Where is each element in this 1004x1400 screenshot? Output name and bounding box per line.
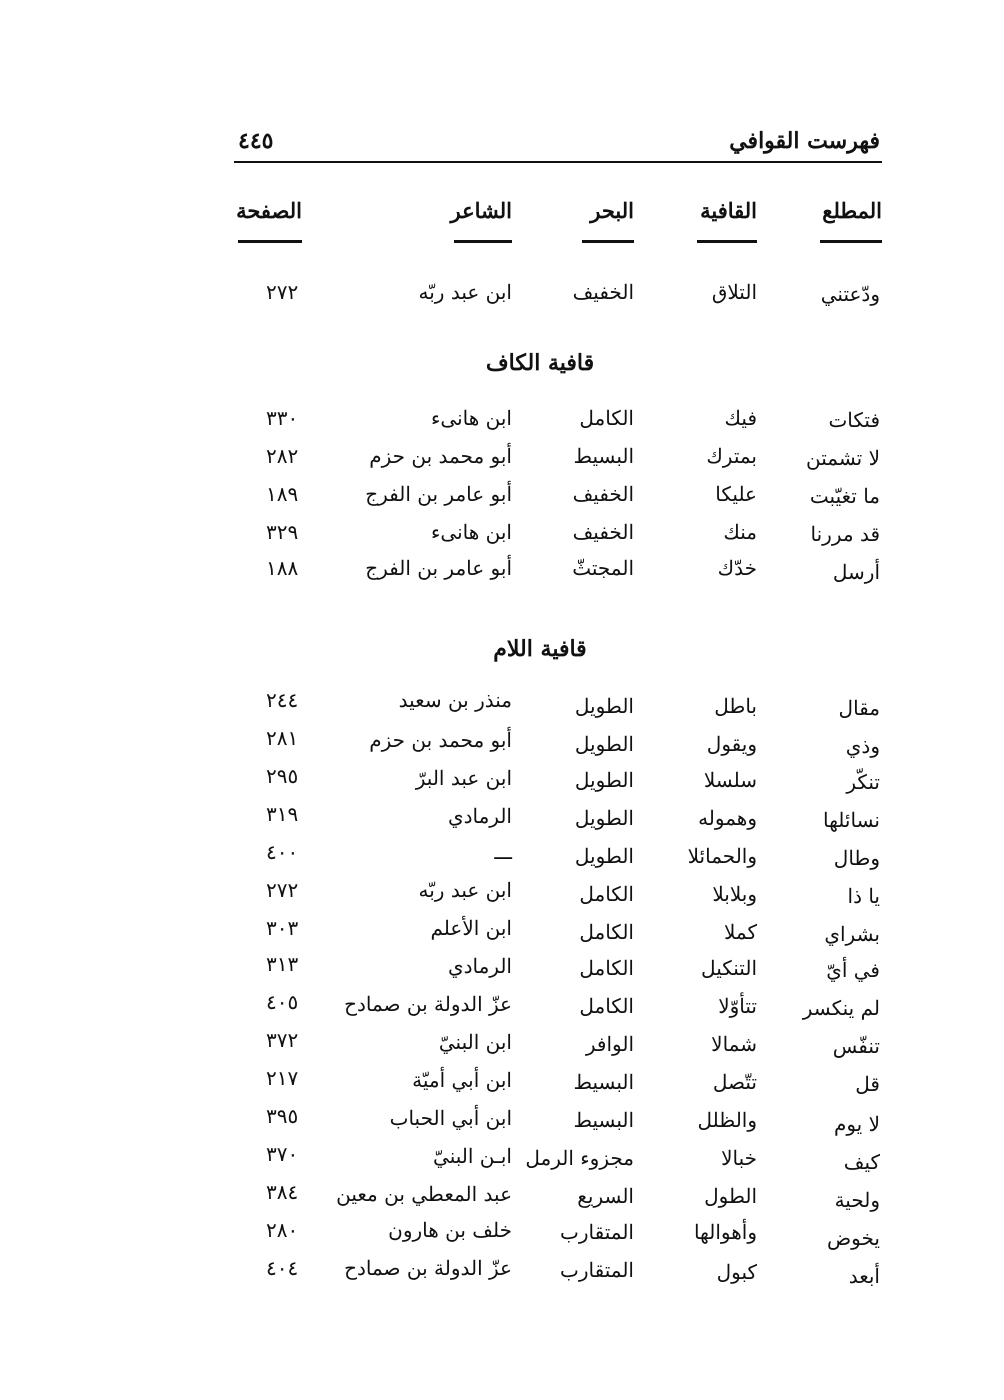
safha-cell: ٣١٣ — [266, 952, 299, 976]
bahr-cell: الكامل — [579, 882, 634, 906]
matla-cell: قد مررنا — [810, 522, 880, 546]
matla-cell: لا يوم — [833, 1112, 880, 1136]
bahr-cell: البسيط — [573, 1070, 634, 1094]
bahr-cell: المتقارب — [560, 1220, 634, 1244]
bahr-cell: المجتثّ — [572, 556, 634, 580]
shaer-cell: عزّ الدولة بن صمادح — [344, 992, 512, 1016]
shaer-cell: ابـن البنيّ — [433, 1144, 512, 1168]
matla-cell: فتكات — [828, 408, 880, 432]
matla-cell: أرسل — [832, 560, 880, 584]
shaer-cell: أبو محمد بن حزم — [369, 728, 512, 752]
qafiya-cell: عليكا — [715, 482, 757, 506]
shaer-cell: الرمادي — [447, 804, 512, 828]
qafiya-cell: تتأوّلا — [718, 994, 757, 1018]
column-header-safha — [236, 198, 302, 223]
matla-cell: وطال — [833, 846, 880, 870]
safha-cell: ٣٧٠ — [266, 1142, 299, 1166]
qafiya-cell: فيك — [724, 406, 757, 430]
safha-cell: ٤٠٤ — [266, 1256, 299, 1280]
shaer-cell: ابن هانىء — [431, 406, 512, 430]
column-header-label: الشاعر — [450, 198, 512, 223]
qafiya-cell: وهموله — [698, 806, 757, 830]
matla-cell: تنفّس — [832, 1034, 880, 1058]
bahr-cell: الكامل — [579, 920, 634, 944]
bahr-cell: السريع — [577, 1184, 634, 1208]
matla-cell: نسائلها — [822, 808, 880, 832]
matla-cell: لا تشمتن — [806, 446, 880, 470]
column-header-bahr — [590, 198, 634, 223]
matla-cell: كيف — [843, 1150, 880, 1174]
shaer-cell: ابن عبد ربّه — [418, 878, 512, 902]
bahr-cell: الخفيف — [572, 520, 634, 544]
column-header-label: البحر — [590, 198, 634, 223]
column-header-label: الصفحة — [236, 198, 302, 223]
safha-cell: ١٨٨ — [266, 556, 299, 580]
column-underline — [582, 240, 634, 243]
column-underline — [454, 240, 512, 243]
shaer-cell: خلف بن هارون — [388, 1218, 512, 1242]
column-header-qafiya — [700, 198, 757, 223]
qafiya-cell: والحمائلا — [687, 844, 757, 868]
safha-cell: ٣٨٤ — [266, 1180, 299, 1204]
bahr-cell: مجزوء الرمل — [525, 1146, 634, 1170]
column-header-label: القافية — [700, 198, 757, 223]
bahr-cell: البسيط — [573, 444, 634, 468]
shaer-cell: ـــ — [494, 840, 512, 864]
bahr-cell: الطويل — [574, 694, 634, 718]
qafiya-cell: سلسلا — [703, 768, 757, 792]
safha-cell: ٢٧٢ — [266, 280, 299, 304]
qafiya-cell: خبالا — [721, 1146, 757, 1170]
matla-cell: ما تغيّبت — [809, 484, 880, 508]
qafiya-cell: الطول — [704, 1184, 757, 1208]
section-title-lam: قافية اللام — [493, 636, 587, 662]
matla-cell: في أيّ — [826, 958, 880, 982]
safha-cell: ٢٨٢ — [266, 444, 299, 468]
safha-cell: ٢٨٠ — [266, 1218, 299, 1242]
shaer-cell: الرمادي — [447, 954, 512, 978]
shaer-cell: ابن الأعلم — [430, 916, 512, 940]
safha-cell: ٣٧٢ — [266, 1028, 299, 1052]
qafiya-cell: والظلل — [697, 1108, 757, 1132]
column-underline — [697, 240, 757, 243]
bahr-cell: الطويل — [574, 732, 634, 756]
matla-cell: ولحية — [834, 1188, 880, 1212]
shaer-cell: ابن هانىء — [431, 520, 512, 544]
matla-cell: مقال — [838, 696, 880, 720]
bahr-cell: الوافر — [585, 1032, 634, 1056]
qafiya-cell: كبول — [716, 1260, 757, 1284]
running-title: فهرست القوافي — [729, 128, 880, 154]
safha-cell: ١٨٩ — [266, 482, 299, 506]
bahr-cell: الكامل — [579, 994, 634, 1018]
qafiya-cell: شمالا — [711, 1032, 757, 1056]
shaer-cell: أبو محمد بن حزم — [369, 444, 512, 468]
qafiya-cell: وأهوالها — [693, 1220, 757, 1244]
qafiya-cell: تتّصل — [712, 1070, 757, 1094]
column-header-shaer — [451, 198, 512, 223]
qafiya-cell: التنكيل — [701, 956, 757, 980]
shaer-cell: ابن أبي أميّة — [412, 1068, 512, 1092]
safha-cell: ٣٠٣ — [266, 916, 299, 940]
page-number: ٤٤٥ — [238, 128, 274, 154]
shaer-cell: عزّ الدولة بن صمادح — [344, 1256, 512, 1280]
safha-cell: ٤٠٥ — [266, 990, 299, 1014]
shaer-cell: أبو عامر بن الفرج — [365, 482, 512, 506]
bahr-cell: الخفيف — [572, 280, 634, 304]
safha-cell: ٣٣٠ — [266, 406, 299, 430]
qafiya-cell: كملا — [723, 920, 757, 944]
column-underline — [238, 240, 302, 243]
bahr-cell: الطويل — [574, 844, 634, 868]
qafiya-cell: باطل — [714, 694, 757, 718]
column-header-matla — [822, 198, 882, 223]
safha-cell: ٤٠٠ — [266, 840, 299, 864]
column-header-label: المطلع — [822, 198, 882, 223]
header-rule — [234, 161, 882, 163]
safha-cell: ٣٢٩ — [266, 520, 299, 544]
shaer-cell: ابن عبد ربّه — [418, 280, 512, 304]
shaer-cell: منذر بن سعيد — [398, 688, 512, 712]
matla-cell: بشراي — [824, 922, 880, 946]
matla-cell: قل — [855, 1072, 880, 1096]
bahr-cell: الطويل — [574, 768, 634, 792]
safha-cell: ٢٨١ — [266, 726, 299, 750]
qafiya-cell: خدّك — [717, 556, 757, 580]
qafiya-cell: بمترك — [706, 444, 757, 468]
shaer-cell: عبد المعطي بن معين — [336, 1182, 512, 1206]
matla-cell: لم ينكسر — [802, 996, 880, 1020]
section-title-kaf: قافية الكاف — [485, 350, 595, 376]
shaer-cell: أبو عامر بن الفرج — [365, 556, 512, 580]
bahr-cell: البسيط — [573, 1108, 634, 1132]
qafiya-cell: التلاق — [711, 280, 757, 304]
bahr-cell: الطويل — [574, 806, 634, 830]
matla-cell: يخوض — [827, 1226, 880, 1250]
bahr-cell: الكامل — [579, 406, 634, 430]
qafiya-cell: منك — [723, 520, 757, 544]
shaer-cell: ابن أبي الحباب — [389, 1106, 512, 1130]
column-underline — [820, 240, 882, 243]
safha-cell: ٣١٩ — [266, 802, 299, 826]
bahr-cell: الكامل — [579, 956, 634, 980]
matla-cell: أبعد — [848, 1264, 880, 1288]
matla-cell: تنكّر — [846, 770, 880, 794]
safha-cell: ٢٩٥ — [266, 764, 299, 788]
qafiya-cell: وبلابلا — [712, 882, 757, 906]
safha-cell: ٢٤٤ — [266, 688, 299, 712]
safha-cell: ٢١٧ — [266, 1066, 299, 1090]
qafiya-cell: ويقول — [706, 732, 757, 756]
shaer-cell: ابن عبد البرّ — [415, 766, 512, 790]
bahr-cell: الخفيف — [572, 482, 634, 506]
shaer-cell: ابن البنيّ — [438, 1030, 512, 1054]
matla-cell: ودّعتني — [820, 282, 880, 306]
safha-cell: ٢٧٢ — [266, 878, 299, 902]
matla-cell: يا ذا — [847, 884, 880, 908]
safha-cell: ٣٩٥ — [266, 1104, 299, 1128]
matla-cell: وذي — [845, 734, 880, 758]
bahr-cell: المتقارب — [560, 1258, 634, 1282]
